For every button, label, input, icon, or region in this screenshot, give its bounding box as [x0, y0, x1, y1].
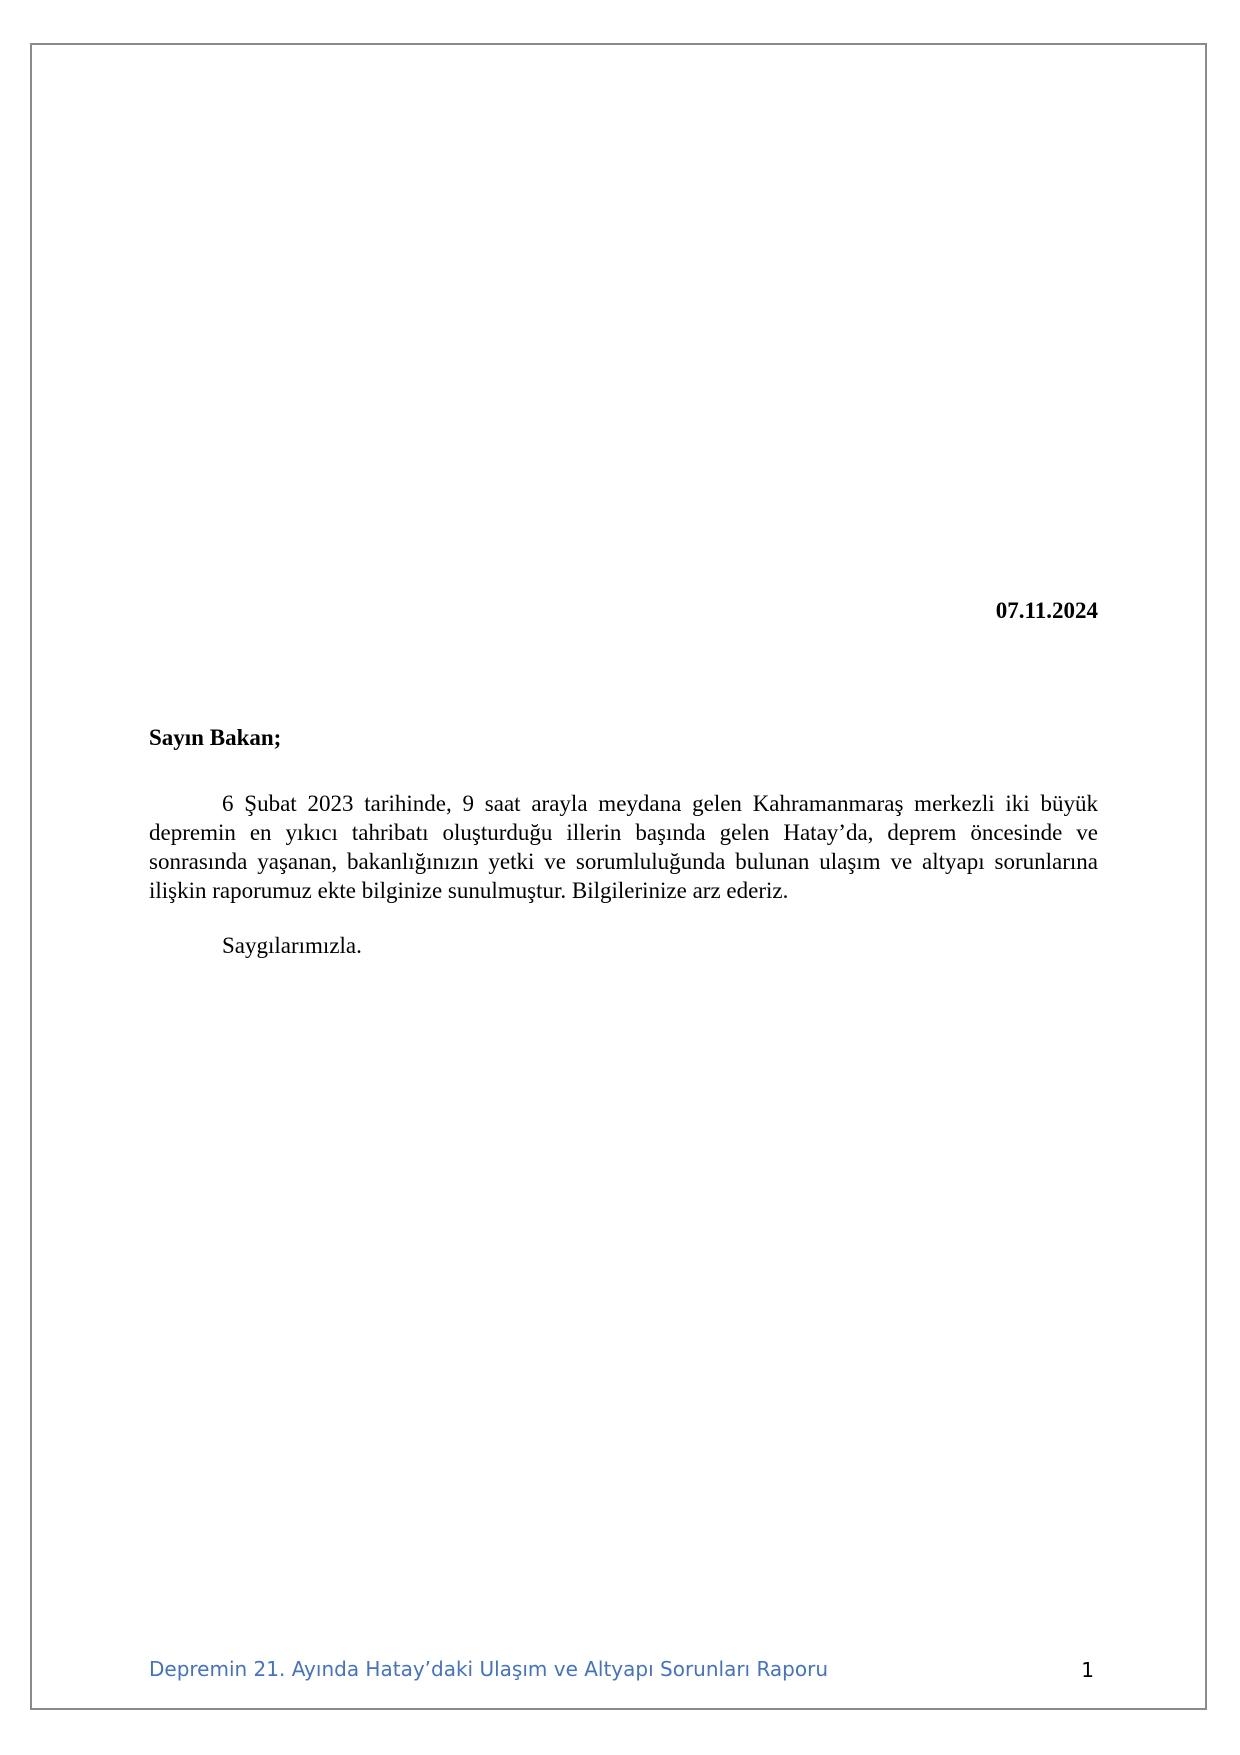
footer-report-title: Depremin 21. Ayında Hatay’daki Ulaşım ve Altyapı Sorunları Raporu: [149, 1657, 829, 1681]
letter-body: 6 Şubat 2023 tarihinde, 9 saat arayla meydana gelen Kahramanmaraş merkezli iki büyük depremin en yıkıcı tahribatı oluşturduğu illerin başında gelen Hatay’da, deprem öncesinde ve sonrasında yaşanan, bakanlığınızın yetki ve sorumluluğunda bulunan ulaşım ve altyapı sorunlarına ilişkin raporumuz ekte bilginize sunulmuştur. Bilgilerinize arz ederiz.: [149, 791, 1098, 903]
letter-salutation: Sayın Bakan;: [149, 725, 282, 750]
letter-date: 07.11.2024: [995, 598, 1098, 623]
page-number: 1: [1081, 1658, 1094, 1682]
letter-closing: Saygılarımızla.: [222, 933, 362, 958]
